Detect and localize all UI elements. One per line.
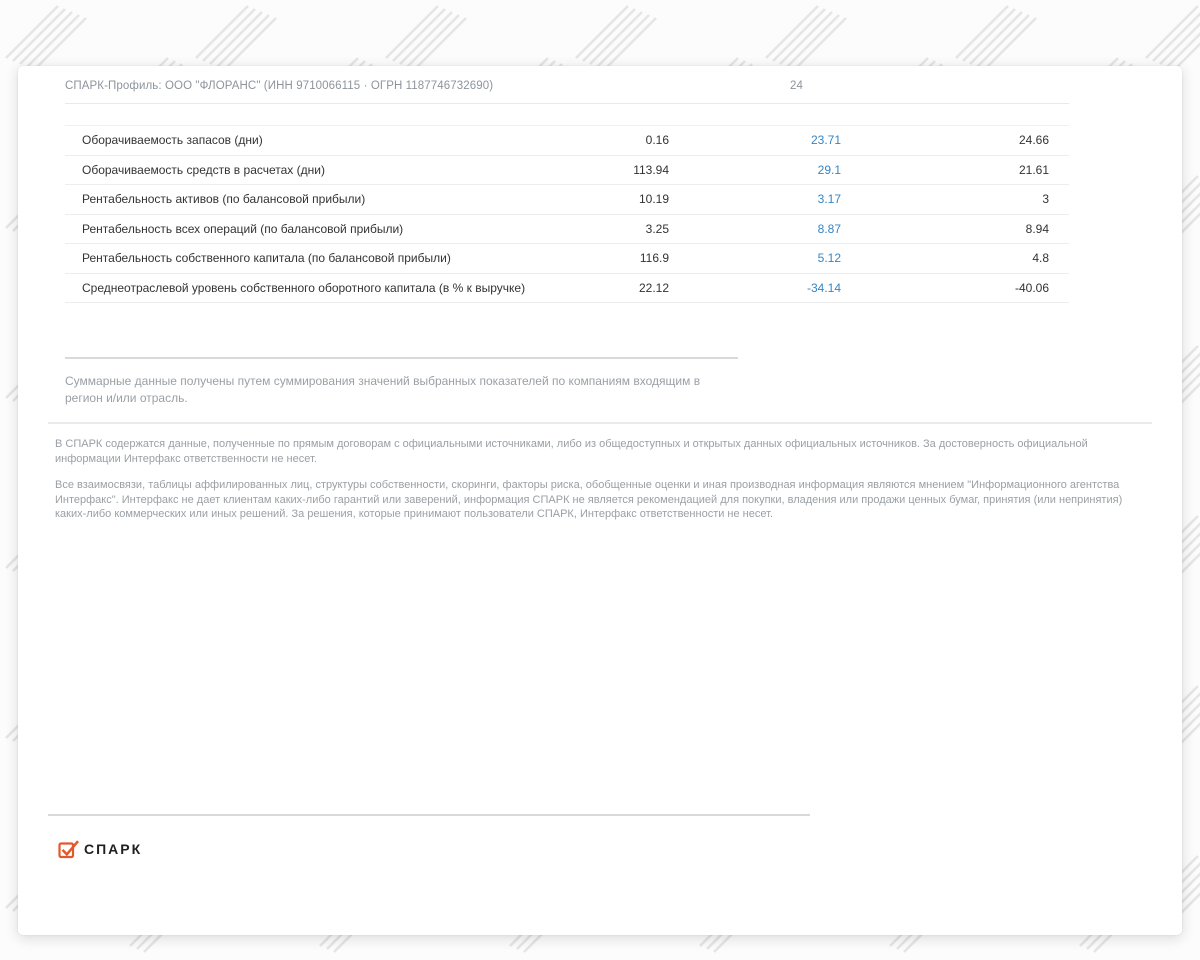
report-page: [18, 66, 1182, 935]
metric-value-col3: 24.66: [1018, 133, 1049, 148]
footer-divider: [48, 814, 810, 816]
metric-label: Среднеотраслевой уровень собственного оборотного капитала (в % к выручке): [82, 280, 526, 295]
report-header: [65, 80, 1135, 96]
metric-value-col3: 21.61: [1018, 162, 1049, 177]
table-row: [65, 274, 1069, 304]
disclaimer-text-2: Все взаимосвязи, таблицы аффилированных лиц, структуры собственности, скоринги, факторы риска, обобщенные оценки и иная производная информация являются мнением "Информационного агентства Интерфакс". Интерфакс не дает клиентам каких-либо гарантий или заверений, информация СПАРК не является рекомендацией для покупки, владения или продажи ценных бумаг, принятия (или непринятия) каких-либо коммерческих или иных решений. За решения, которые принимают пользователи СПАРК, Интерфакс ответственности не несет.: [55, 479, 1123, 520]
metric-value-col1: 3.25: [645, 221, 669, 236]
metric-label: Оборачиваемость средств в расчетах (дни): [82, 162, 325, 177]
metric-value-col3: 3: [1042, 192, 1049, 207]
metric-value-col1: 22.12: [638, 280, 669, 295]
metric-value-col3: -40.06: [1014, 280, 1049, 295]
table-row: [65, 185, 1069, 215]
table-row: [65, 215, 1069, 245]
metric-value-col2: 3.17: [817, 192, 841, 207]
metric-value-col3: 4.8: [1032, 251, 1049, 266]
section-divider: [65, 357, 738, 359]
checked-checkbox-icon: [58, 839, 80, 859]
spark-logo-text: СПАРК: [84, 841, 143, 857]
table-row: [65, 244, 1069, 274]
metric-value-col2: 8.87: [817, 221, 841, 236]
table-row: [65, 156, 1069, 186]
metric-value-col1: 116.9: [639, 251, 669, 266]
metric-value-col1: 0.16: [645, 133, 669, 148]
page-number: 24: [790, 80, 803, 92]
metric-label: Оборачиваемость запасов (дни): [82, 133, 263, 148]
disclaimer-divider: [48, 422, 1152, 424]
metric-value-col2: 5.12: [817, 251, 841, 266]
metric-value-col1: 10.19: [638, 192, 669, 207]
metric-value-col1: 113.94: [633, 162, 669, 177]
metric-label: Рентабельность собственного капитала (по балансовой прибыли): [82, 251, 451, 266]
report-header-title: СПАРК-Профиль: ООО "ФЛОРАНС" (ИНН 9710066115 · ОГРН 1187746732690): [65, 80, 494, 92]
metric-label: Рентабельность всех операций (по балансовой прибыли): [82, 221, 404, 236]
spark-logo: [58, 838, 142, 860]
metrics-table: [65, 125, 1069, 303]
metric-value-col2: 23.71: [810, 133, 841, 148]
disclaimer-text-1: В СПАРК содержатся данные, полученные по прямым договорам с официальными источниками, либо из общедоступных и открытых данных официальных источников. За достоверность официальной информации Интерфакс ответственности не несет.: [55, 438, 1088, 465]
metric-value-col3: 8.94: [1025, 221, 1049, 236]
summary-note: Суммарные данные получены путем суммирования значений выбранных показателей по компаниям входящим в регион и/или отрасль.: [65, 374, 701, 405]
table-row: [65, 126, 1069, 156]
metric-value-col2: -34.14: [806, 280, 841, 295]
metric-label: Рентабельность активов (по балансовой прибыли): [82, 192, 366, 207]
metric-value-col2: 29.1: [817, 162, 841, 177]
header-divider: [65, 103, 1069, 104]
